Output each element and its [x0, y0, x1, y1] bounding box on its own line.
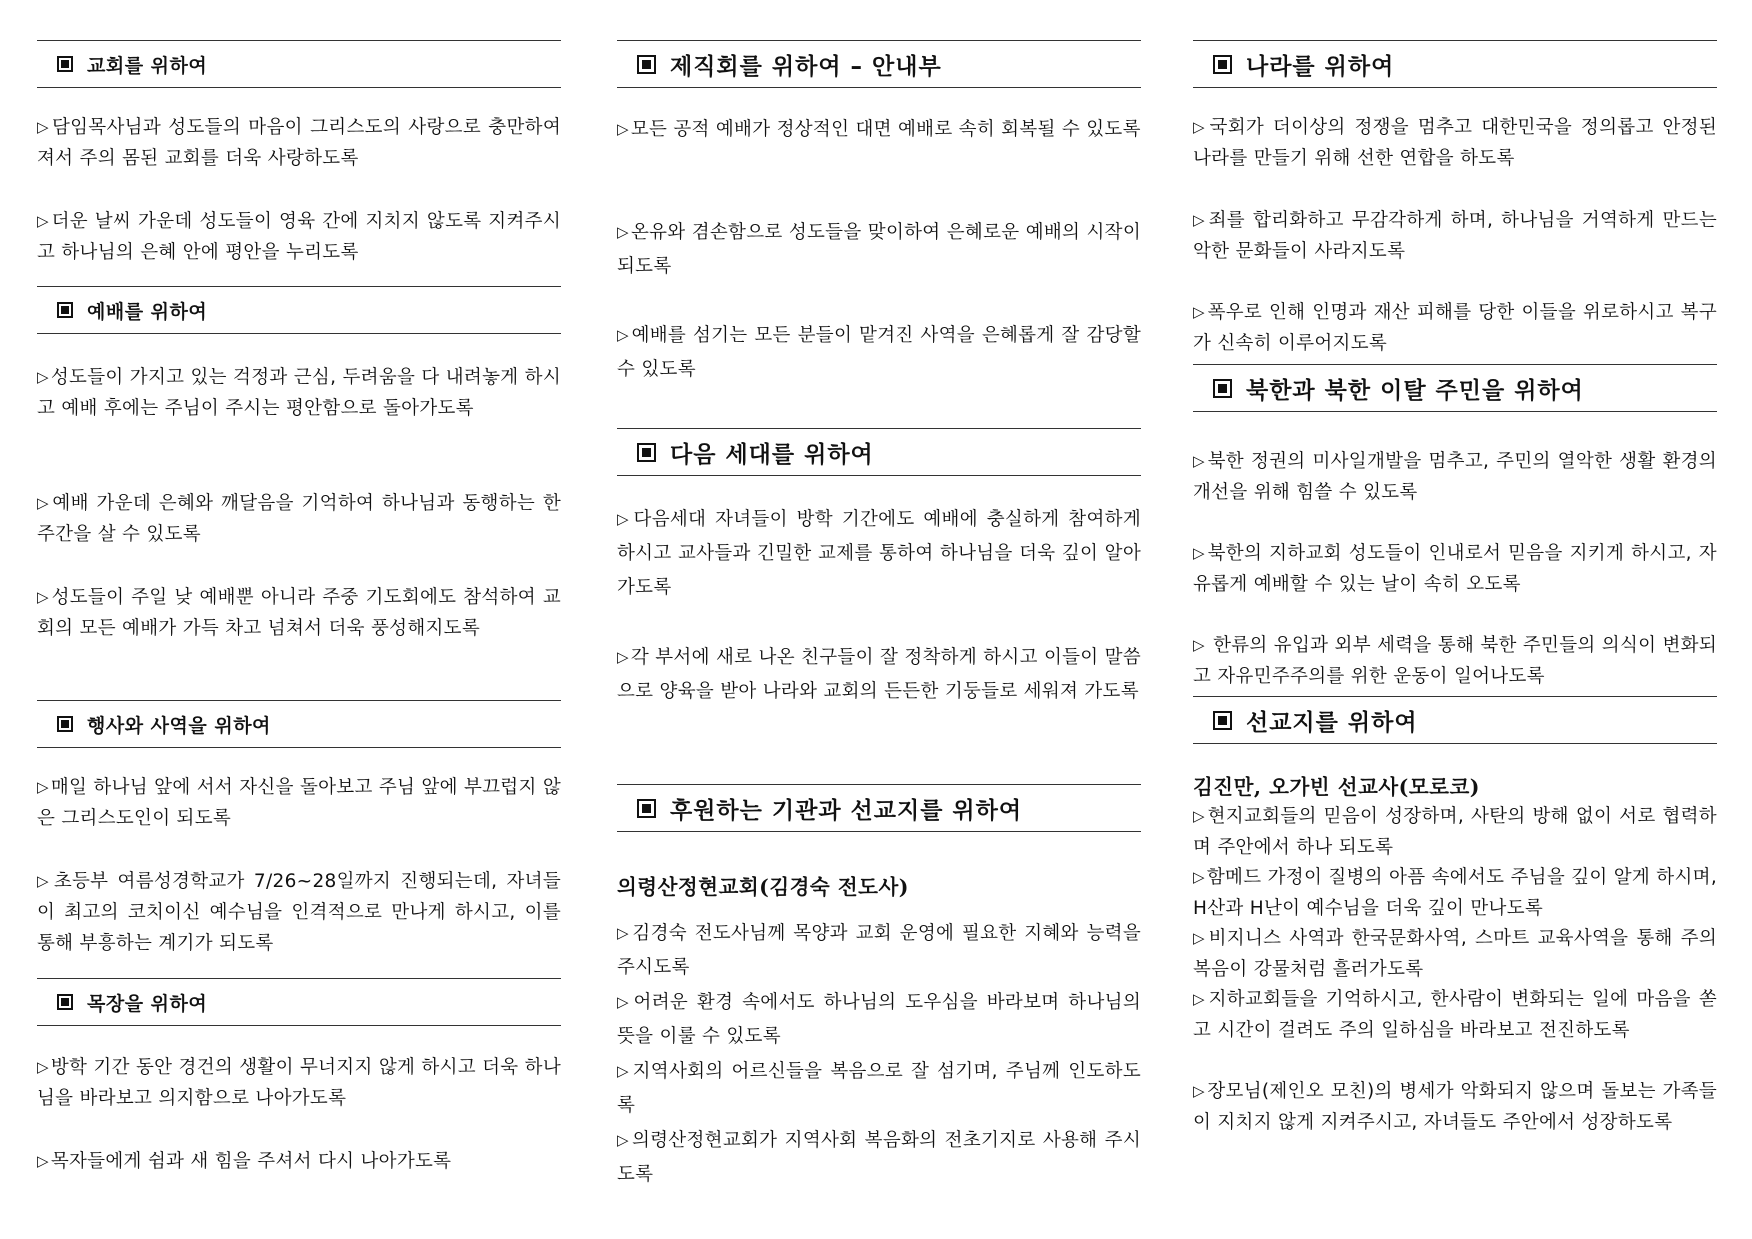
prayer-item: ▷ 초등부 여름성경학교가 7/26~28일까지 진행되는데, 자녀들이 최고의 코치이신 예수님을 인격적으로 만나게 하시고, 이를 통해 부흥하는 계기가 되도록: [37, 871, 561, 954]
prayer-item: ▷ 온유와 겸손함으로 성도들을 맞이하여 은혜로운 예배의 시작이 되도록: [617, 222, 1141, 277]
prayer-item: ▷ 국회가 더이상의 정쟁을 멈추고 대한민국을 정의롭고 안정된 나라를 만들기 위해 선한 연합을 하도록: [1193, 117, 1717, 169]
section-header: [1193, 40, 1717, 88]
section-title: 북한과 북한 이탈 주민을 위하여: [1246, 377, 1584, 404]
triangle-bullet-icon: ▷: [37, 588, 50, 606]
triangle-bullet-icon: ▷: [617, 993, 632, 1011]
section-cell-groups: [37, 978, 561, 1026]
section-title: 예배를 위하여: [87, 300, 208, 323]
triangle-bullet-icon: ▷: [37, 872, 52, 890]
section-header: [1193, 696, 1717, 744]
section-title: 제직회를 위하여 – 안내부: [670, 53, 942, 80]
triangle-bullet-icon: ▷: [617, 120, 629, 138]
prayer-item: ▷ 목자들에게 쉼과 새 힘을 주셔서 다시 나아가도록: [37, 1151, 452, 1172]
prayer-item: ▷ 지역사회의 어르신들을 복음으로 잘 섬기며, 주님께 인도하도록: [617, 1061, 1141, 1116]
triangle-bullet-icon: ▷: [1193, 303, 1206, 321]
missionary-name: 김진만, 오가빈 선교사(모로코): [1193, 775, 1480, 799]
prayer-item: ▷ 더운 날씨 가운데 성도들이 영육 간에 지치지 않도록 지켜주시고 하나님의 은혜 안에 평안을 누리도록: [37, 211, 561, 263]
prayer-item: ▷ 장모님(제인오 모친)의 병세가 악화되지 않으며 돌보는 가족들이 지치지 않게 지켜주시고, 자녀들도 주안에서 성장하도록: [1193, 1081, 1717, 1133]
prayer-item: ▷ 김경숙 전도사님께 목양과 교회 운영에 필요한 지혜와 능력을 주시도록: [617, 923, 1141, 978]
prayer-item: ▷ 비지니스 사역과 한국문화사역, 스마트 교육사역을 통해 주의 복음이 강물처럼 흘러가도록: [1193, 928, 1717, 980]
section-mission-field: [1193, 696, 1717, 744]
prayer-item: ▷ 북한의 지하교회 성도들이 인내로서 믿음을 지키게 하시고, 자유롭게 예배할 수 있는 날이 속히 오도록: [1193, 543, 1717, 595]
triangle-bullet-icon: ▷: [617, 648, 629, 666]
section-deacons: [617, 40, 1141, 88]
section-title: 교회를 위하여: [87, 54, 208, 77]
square-bullet-icon: [637, 443, 656, 462]
prayer-item: ▷ 현지교회들의 믿음이 성장하며, 사탄의 방해 없이 서로 협력하며 주안에서 하나 되도록: [1193, 806, 1717, 858]
square-bullet-icon: [637, 55, 656, 74]
triangle-bullet-icon: ▷: [1193, 929, 1207, 947]
section-header: [617, 40, 1141, 88]
triangle-bullet-icon: ▷: [617, 510, 632, 528]
triangle-bullet-icon: ▷: [1193, 452, 1206, 470]
section-title: 목장을 위하여: [87, 992, 208, 1015]
prayer-item: ▷ 예배 가운데 은혜와 깨달음을 기억하여 하나님과 동행하는 한 주간을 살 수 있도록: [37, 493, 561, 545]
section-title: 선교지를 위하여: [1246, 709, 1418, 736]
triangle-bullet-icon: ▷: [617, 223, 629, 241]
section-title: 후원하는 기관과 선교지를 위하여: [670, 797, 1023, 824]
triangle-bullet-icon: ▷: [617, 924, 631, 942]
square-bullet-icon: [57, 716, 73, 732]
prayer-item: ▷ 예배를 섬기는 모든 분들이 맡겨진 사역을 은혜롭게 잘 감당할 수 있도록: [617, 325, 1141, 380]
square-bullet-icon: [1213, 55, 1232, 74]
section-next-generation: [617, 428, 1141, 476]
section-north-korea: [1193, 364, 1717, 412]
triangle-bullet-icon: ▷: [37, 212, 50, 230]
section-header: [1193, 364, 1717, 412]
triangle-bullet-icon: ▷: [617, 1062, 631, 1080]
triangle-bullet-icon: ▷: [1193, 636, 1205, 654]
section-header: [37, 40, 561, 88]
triangle-bullet-icon: ▷: [1193, 807, 1206, 825]
square-bullet-icon: [1213, 711, 1232, 730]
prayer-item: ▷ 방학 기간 동안 경건의 생활이 무너지지 않게 하시고 더욱 하나님을 바라보고 의지함으로 나아가도록: [37, 1057, 562, 1109]
square-bullet-icon: [1213, 379, 1232, 398]
section-header: [617, 784, 1141, 832]
square-bullet-icon: [637, 799, 656, 818]
prayer-item: ▷ 북한 정권의 미사일개발을 멈추고, 주민의 열악한 생활 환경의 개선을 위해 힘쓸 수 있도록: [1193, 451, 1717, 503]
prayer-item: ▷ 죄를 합리화하고 무감각하게 하며, 하나님을 거역하게 만드는 악한 문화들이 사라지도록: [1193, 210, 1717, 262]
triangle-bullet-icon: ▷: [37, 118, 50, 136]
prayer-item: ▷ 성도들이 주일 낮 예배뿐 아니라 주중 기도회에도 참석하여 교회의 모든 예배가 가득 차고 넘쳐서 더욱 풍성해지도록: [37, 587, 561, 639]
prayer-item: ▷ 폭우로 인해 인명과 재산 피해를 당한 이들을 위로하시고 복구가 신속히 이루어지도록: [1193, 302, 1717, 354]
section-worship: [37, 286, 561, 334]
triangle-bullet-icon: ▷: [37, 1058, 49, 1076]
prayer-item: ▷ 매일 하나님 앞에 서서 자신을 돌아보고 주님 앞에 부끄럽지 않은 그리스도인이 되도록: [37, 777, 562, 829]
prayer-item: ▷ 지하교회들을 기억하시고, 한사람이 변화되는 일에 마음을 쏟고 시간이 걸려도 주의 일하심을 바라보고 전진하도록: [1193, 989, 1717, 1041]
prayer-item: ▷ 함메드 가정이 질병의 아픔 속에서도 주님을 깊이 알게 하시며, H산과 H난이 예수님을 더욱 깊이 만나도록: [1193, 867, 1717, 919]
triangle-bullet-icon: ▷: [37, 1152, 49, 1170]
triangle-bullet-icon: ▷: [617, 1131, 630, 1149]
mission-church-name: 의령산정현교회(김경숙 전도사): [617, 875, 909, 899]
section-header: [617, 428, 1141, 476]
prayer-item: ▷ 모든 공적 예배가 정상적인 대면 예배로 속히 회복될 수 있도록: [617, 119, 1141, 140]
section-events: [37, 700, 561, 748]
square-bullet-icon: [57, 56, 73, 72]
section-title: 나라를 위하여: [1246, 53, 1395, 80]
prayer-item: ▷ 어려운 환경 속에서도 하나님의 도우심을 바라보며 하나님의 뜻을 이룰 수 있도록: [617, 992, 1141, 1047]
triangle-bullet-icon: ▷: [37, 778, 49, 796]
triangle-bullet-icon: ▷: [37, 368, 49, 386]
section-supported-missions: [617, 784, 1141, 832]
triangle-bullet-icon: ▷: [1193, 544, 1206, 562]
prayer-item: ▷ 각 부서에 새로 나온 친구들이 잘 정착하게 하시고 이들이 말씀으로 양육을 받아 나라와 교회의 든든한 기둥들로 세워져 가도록: [617, 647, 1142, 702]
triangle-bullet-icon: ▷: [1193, 868, 1205, 886]
triangle-bullet-icon: ▷: [1193, 211, 1207, 229]
prayer-item: ▷ 의령산정현교회가 지역사회 복음화의 전초기지로 사용해 주시도록: [617, 1130, 1141, 1185]
prayer-item: ▷ 담임목사님과 성도들의 마음이 그리스도의 사랑으로 충만하여져서 주의 몸된 교회를 더욱 사랑하도록: [37, 117, 561, 169]
section-title: 다음 세대를 위하여: [670, 441, 874, 468]
section-header: [37, 286, 561, 334]
triangle-bullet-icon: ▷: [1193, 118, 1208, 136]
section-header: [37, 978, 561, 1026]
triangle-bullet-icon: ▷: [37, 494, 51, 512]
square-bullet-icon: [57, 302, 73, 318]
section-title: 행사와 사역을 위하여: [87, 714, 271, 737]
section-nation: [1193, 40, 1717, 88]
triangle-bullet-icon: ▷: [1193, 1082, 1206, 1100]
section-header: [37, 700, 561, 748]
prayer-item: ▷ 성도들이 가지고 있는 걱정과 근심, 두려움을 다 내려놓게 하시고 예배 후에는 주님이 주시는 평안함으로 돌아가도록: [37, 367, 561, 419]
triangle-bullet-icon: ▷: [617, 326, 630, 344]
section-church: [37, 40, 561, 88]
prayer-item: ▷ 다음세대 자녀들이 방학 기간에도 예배에 충실하게 참여하게 하시고 교사들과 긴밀한 교제를 통하여 하나님을 더욱 깊이 알아가도록: [617, 509, 1141, 598]
square-bullet-icon: [57, 994, 73, 1010]
triangle-bullet-icon: ▷: [1193, 990, 1207, 1008]
prayer-item: ▷ 한류의 유입과 외부 세력을 통해 북한 주민들의 의식이 변화되고 자유민주주의를 위한 운동이 일어나도록: [1193, 635, 1718, 687]
